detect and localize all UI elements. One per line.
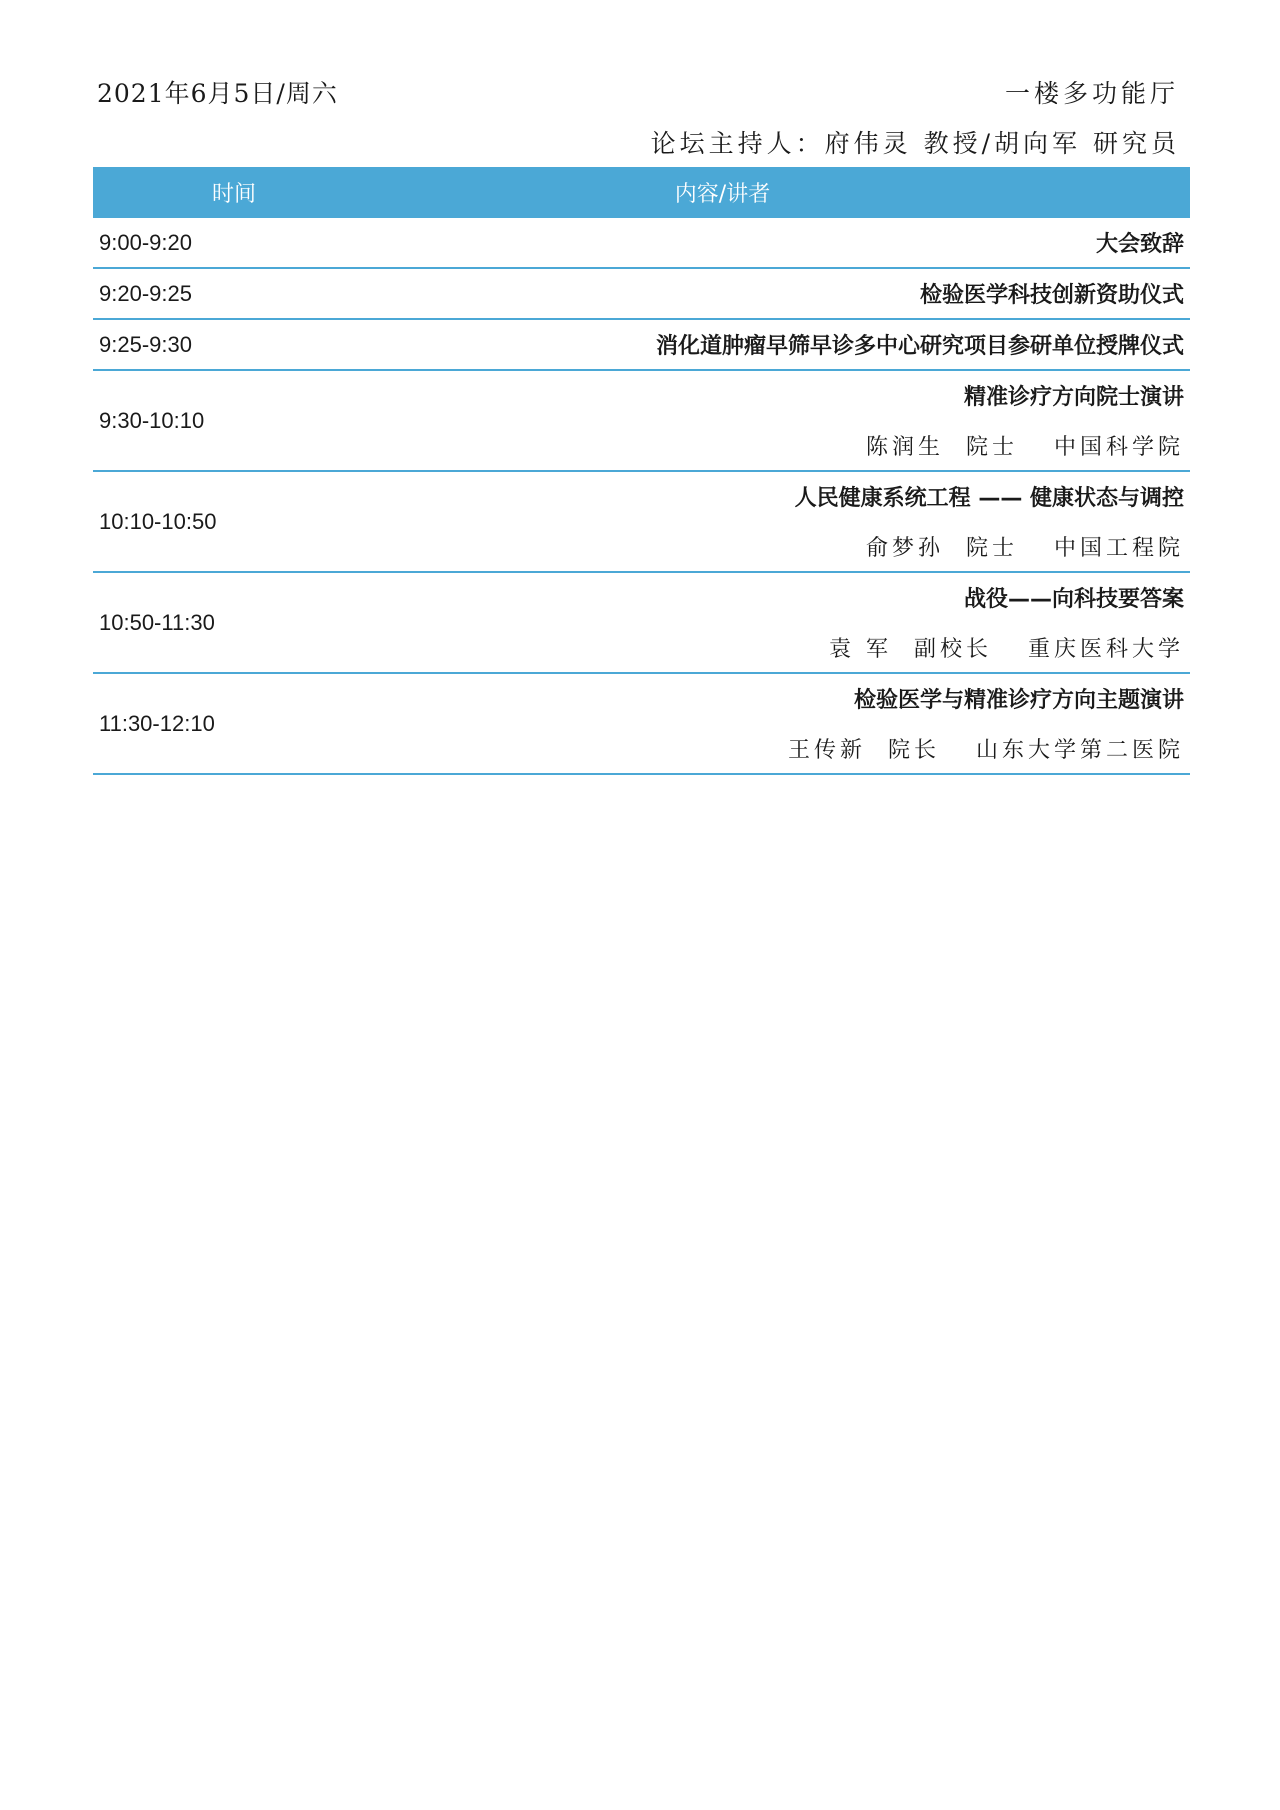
speaker-role: 院士	[965, 434, 1018, 460]
speaker-org: 重庆医科大学	[1027, 636, 1184, 662]
row-speaker	[866, 531, 1184, 562]
speaker-role: 副校长	[913, 636, 992, 662]
row-speaker	[866, 430, 1184, 461]
page-header	[97, 72, 1183, 112]
table-row	[93, 269, 1190, 320]
row-content	[381, 573, 1190, 672]
row-title: 大会致辞	[1095, 232, 1184, 257]
column-header-time: 时间	[211, 182, 256, 207]
row-time: 10:50-11:30	[99, 609, 215, 635]
speaker-role: 院士	[965, 535, 1018, 561]
row-time: 9:25-9:30	[99, 331, 192, 357]
speaker-org: 中国工程院	[1053, 535, 1184, 561]
column-header-content: 内容/讲者	[674, 182, 771, 207]
speaker-name: 陈润生	[865, 434, 944, 460]
table-row	[93, 371, 1190, 472]
row-title: 检验医学科技创新资助仪式	[919, 283, 1184, 308]
row-time: 9:00-9:20	[99, 229, 192, 255]
speaker-name: 王传新	[787, 737, 866, 763]
table-row	[93, 573, 1190, 674]
row-time: 10:10-10:50	[99, 508, 217, 534]
speaker-name: 俞梦孙	[865, 535, 944, 561]
row-content	[381, 371, 1190, 470]
table-header	[93, 167, 1190, 218]
table-row	[93, 674, 1190, 775]
row-title: 精准诊疗方向院士演讲	[963, 385, 1184, 411]
speaker-name: 袁 军	[828, 636, 892, 662]
row-time: 11:30-12:10	[99, 710, 215, 736]
row-content	[381, 218, 1190, 267]
event-venue: 一楼多功能厅	[1004, 79, 1179, 108]
row-title: 人民健康系统工程 —— 健康状态与调控	[794, 486, 1184, 512]
row-time: 9:20-9:25	[99, 280, 192, 306]
agenda-table	[93, 167, 1190, 775]
table-row	[93, 472, 1190, 573]
forum-hosts: 论坛主持人：府伟灵 教授/胡向军 研究员	[650, 129, 1180, 158]
table-row	[93, 218, 1190, 269]
row-speaker	[829, 632, 1184, 663]
row-time: 9:30-10:10	[99, 407, 205, 433]
table-row	[93, 320, 1190, 371]
speaker-org: 中国科学院	[1053, 434, 1184, 460]
row-content	[381, 320, 1190, 369]
row-content	[381, 674, 1190, 773]
row-title: 消化道肿瘤早筛早诊多中心研究项目参研单位授牌仪式	[655, 334, 1184, 359]
speaker-org: 山东大学第二医院	[975, 737, 1184, 763]
row-content	[381, 472, 1190, 571]
row-content	[381, 269, 1190, 318]
speaker-role: 院长	[887, 737, 940, 763]
row-title: 战役——向科技要答案	[963, 587, 1184, 613]
row-speaker	[788, 733, 1184, 764]
row-title: 检验医学与精准诊疗方向主题演讲	[853, 688, 1184, 714]
event-date: 2021年6月5日/周六	[97, 79, 338, 108]
